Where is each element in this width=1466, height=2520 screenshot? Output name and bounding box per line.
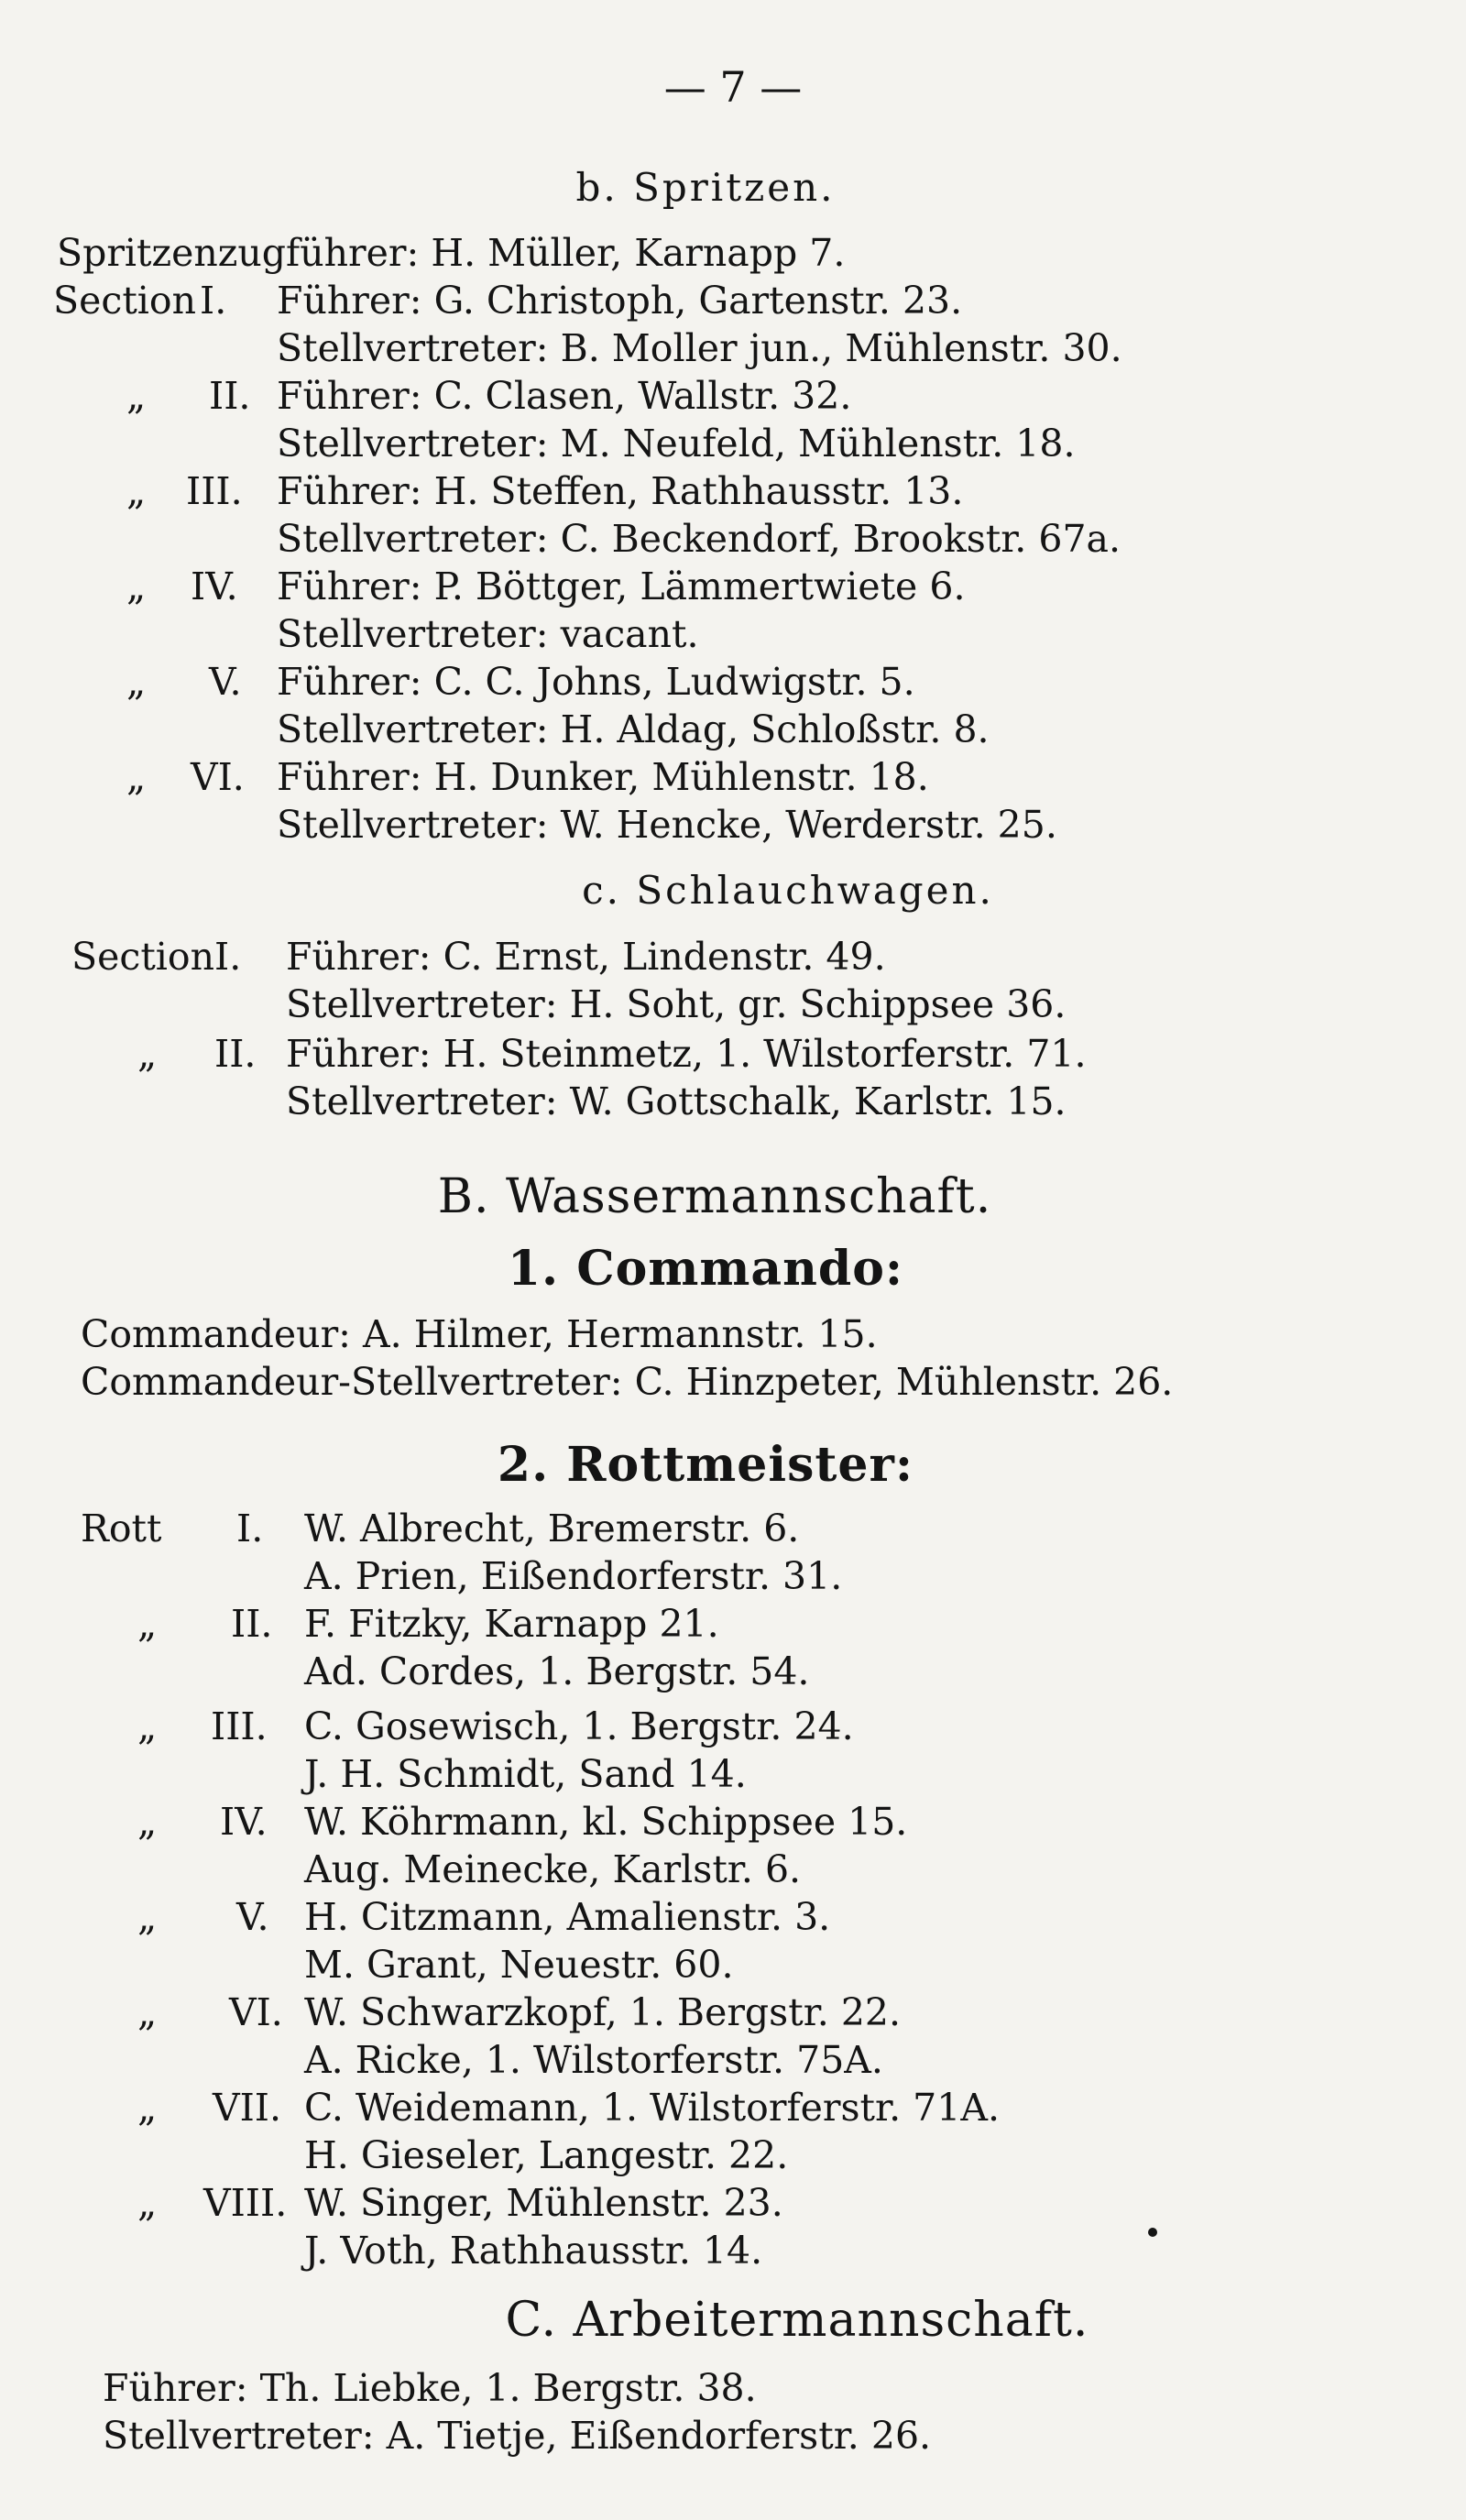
stellvertreter-line: Stellvertreter: H. Soht, gr. Schippsee 36.: [286, 982, 1067, 1026]
fuehrer-line: Führer: H. Steinmetz, 1. Wilstorferstr. 71.: [286, 1032, 1087, 1076]
rott-number: III.: [211, 1704, 268, 1748]
rottmeister-line: C. Gosewisch, 1. Bergstr. 24.: [304, 1704, 854, 1748]
rottmeister-line: J. H. Schmidt, Sand 14.: [304, 1752, 747, 1796]
ditto-mark: „: [137, 1602, 158, 1646]
rottmeister-line: M. Grant, Neuestr. 60.: [304, 1943, 734, 1987]
ditto-mark: „: [137, 1990, 158, 2034]
stellvertreter-line: Stellvertreter: B. Moller jun., Mühlenstr. 30.: [277, 326, 1122, 370]
rott-number: VIII.: [203, 2181, 288, 2225]
fuehrer-line: Führer: H. Steffen, Rathhausstr. 13.: [277, 469, 964, 513]
rottmeister-line: W. Albrecht, Bremerstr. 6.: [304, 1507, 800, 1550]
rottmeister-line: W. Singer, Mühlenstr. 23.: [304, 2181, 783, 2225]
stellvertreter-line: Stellvertreter: M. Neufeld, Mühlenstr. 18.: [277, 422, 1076, 466]
subheading-rottmeister: 2. Rottmeister:: [497, 1437, 914, 1493]
commandeur-line: Commandeur: A. Hilmer, Hermannstr. 15.: [81, 1312, 878, 1356]
commandeur-stellvertreter-line: Commandeur-Stellvertreter: C. Hinzpeter, Mühlenstr. 26.: [81, 1360, 1174, 1404]
rottmeister-line: J. Voth, Rathhausstr. 14.: [304, 2229, 763, 2273]
spritzenzugfuehrer-line: Spritzenzugführer: H. Müller, Karnapp 7.: [57, 231, 846, 275]
page-number: — 7 —: [663, 62, 803, 112]
fuehrer-line: Führer: P. Böttger, Lämmertwiete 6.: [277, 564, 966, 608]
fuehrer-line: Führer: C. Ernst, Lindenstr. 49.: [286, 935, 886, 979]
stellvertreter-line: Stellvertreter: C. Beckendorf, Brookstr. 67a.: [277, 517, 1121, 561]
rott-number: VI.: [229, 1990, 283, 2034]
stellvertreter-line: Stellvertreter: vacant.: [277, 612, 699, 656]
section-number: III.: [186, 469, 243, 513]
section-number: II.: [214, 1032, 257, 1076]
ditto-mark: „: [137, 2086, 158, 2130]
section-heading-schlauchwagen: c. Schlauchwagen.: [582, 868, 994, 913]
section-label: Section: [53, 279, 196, 323]
rott-label: Rott: [81, 1507, 162, 1550]
ditto-mark: „: [137, 1032, 158, 1076]
section-number: I.: [214, 935, 242, 979]
rott-number: II.: [231, 1602, 273, 1646]
rottmeister-line: H. Gieseler, Langestr. 22.: [304, 2133, 789, 2177]
section-heading-spritzen: b. Spritzen.: [575, 165, 836, 210]
rottmeister-line: Aug. Meinecke, Karlstr. 6.: [304, 1847, 802, 1891]
section-heading-arbeitermannschaft: C. Arbeitermannschaft.: [505, 2293, 1089, 2348]
ditto-mark: „: [126, 564, 147, 608]
ditto-mark: „: [137, 1800, 158, 1844]
fuehrer-line: Führer: C. Clasen, Wallstr. 32.: [277, 374, 852, 418]
ditto-mark: „: [137, 1895, 158, 1939]
rottmeister-line: A. Ricke, 1. Wilstorferstr. 75A.: [304, 2038, 883, 2082]
fuehrer-line: Führer: H. Dunker, Mühlenstr. 18.: [277, 755, 929, 799]
ditto-mark: „: [126, 469, 147, 513]
arbeiter-stellvertreter-line: Stellvertreter: A. Tietje, Eißendorferstr. 26.: [103, 2414, 932, 2458]
ditto-mark: „: [137, 1704, 158, 1748]
rottmeister-line: W. Schwarzkopf, 1. Bergstr. 22.: [304, 1990, 902, 2034]
section-number: VI.: [191, 755, 245, 799]
rott-number: I.: [236, 1507, 264, 1550]
rott-number: VII.: [213, 2086, 282, 2130]
rottmeister-line: H. Citzmann, Amalienstr. 3.: [304, 1895, 831, 1939]
section-number: IV.: [191, 564, 238, 608]
stellvertreter-line: Stellvertreter: H. Aldag, Schloßstr. 8.: [277, 707, 990, 751]
subheading-commando: 1. Commando:: [507, 1241, 904, 1297]
rott-number: V.: [236, 1895, 269, 1939]
stellvertreter-line: Stellvertreter: W. Gottschalk, Karlstr. 15.: [286, 1079, 1067, 1123]
stray-dot: [1148, 2228, 1157, 2237]
section-number: V.: [209, 660, 242, 704]
section-number: I.: [200, 279, 227, 323]
ditto-mark: „: [126, 755, 147, 799]
rottmeister-line: C. Weidemann, 1. Wilstorferstr. 71A.: [304, 2086, 1000, 2130]
rott-number: IV.: [220, 1800, 268, 1844]
rottmeister-line: A. Prien, Eißendorferstr. 31.: [304, 1554, 843, 1598]
fuehrer-line: Führer: G. Christoph, Gartenstr. 23.: [277, 279, 963, 323]
stellvertreter-line: Stellvertreter: W. Hencke, Werderstr. 25.: [277, 803, 1057, 847]
fuehrer-line: Führer: C. C. Johns, Ludwigstr. 5.: [277, 660, 915, 704]
ditto-mark: „: [137, 2181, 158, 2225]
section-heading-wassermannschaft: B. Wassermannschaft.: [437, 1169, 992, 1224]
arbeiter-fuehrer-line: Führer: Th. Liebke, 1. Bergstr. 38.: [103, 2366, 757, 2410]
rottmeister-line: Ad. Cordes, 1. Bergstr. 54.: [304, 1649, 810, 1693]
ditto-mark: „: [126, 660, 147, 704]
ditto-mark: „: [126, 374, 147, 418]
section-label: Section: [71, 935, 214, 979]
section-number: II.: [209, 374, 251, 418]
rottmeister-line: F. Fitzky, Karnapp 21.: [304, 1602, 719, 1646]
rottmeister-line: W. Köhrmann, kl. Schippsee 15.: [304, 1800, 908, 1844]
